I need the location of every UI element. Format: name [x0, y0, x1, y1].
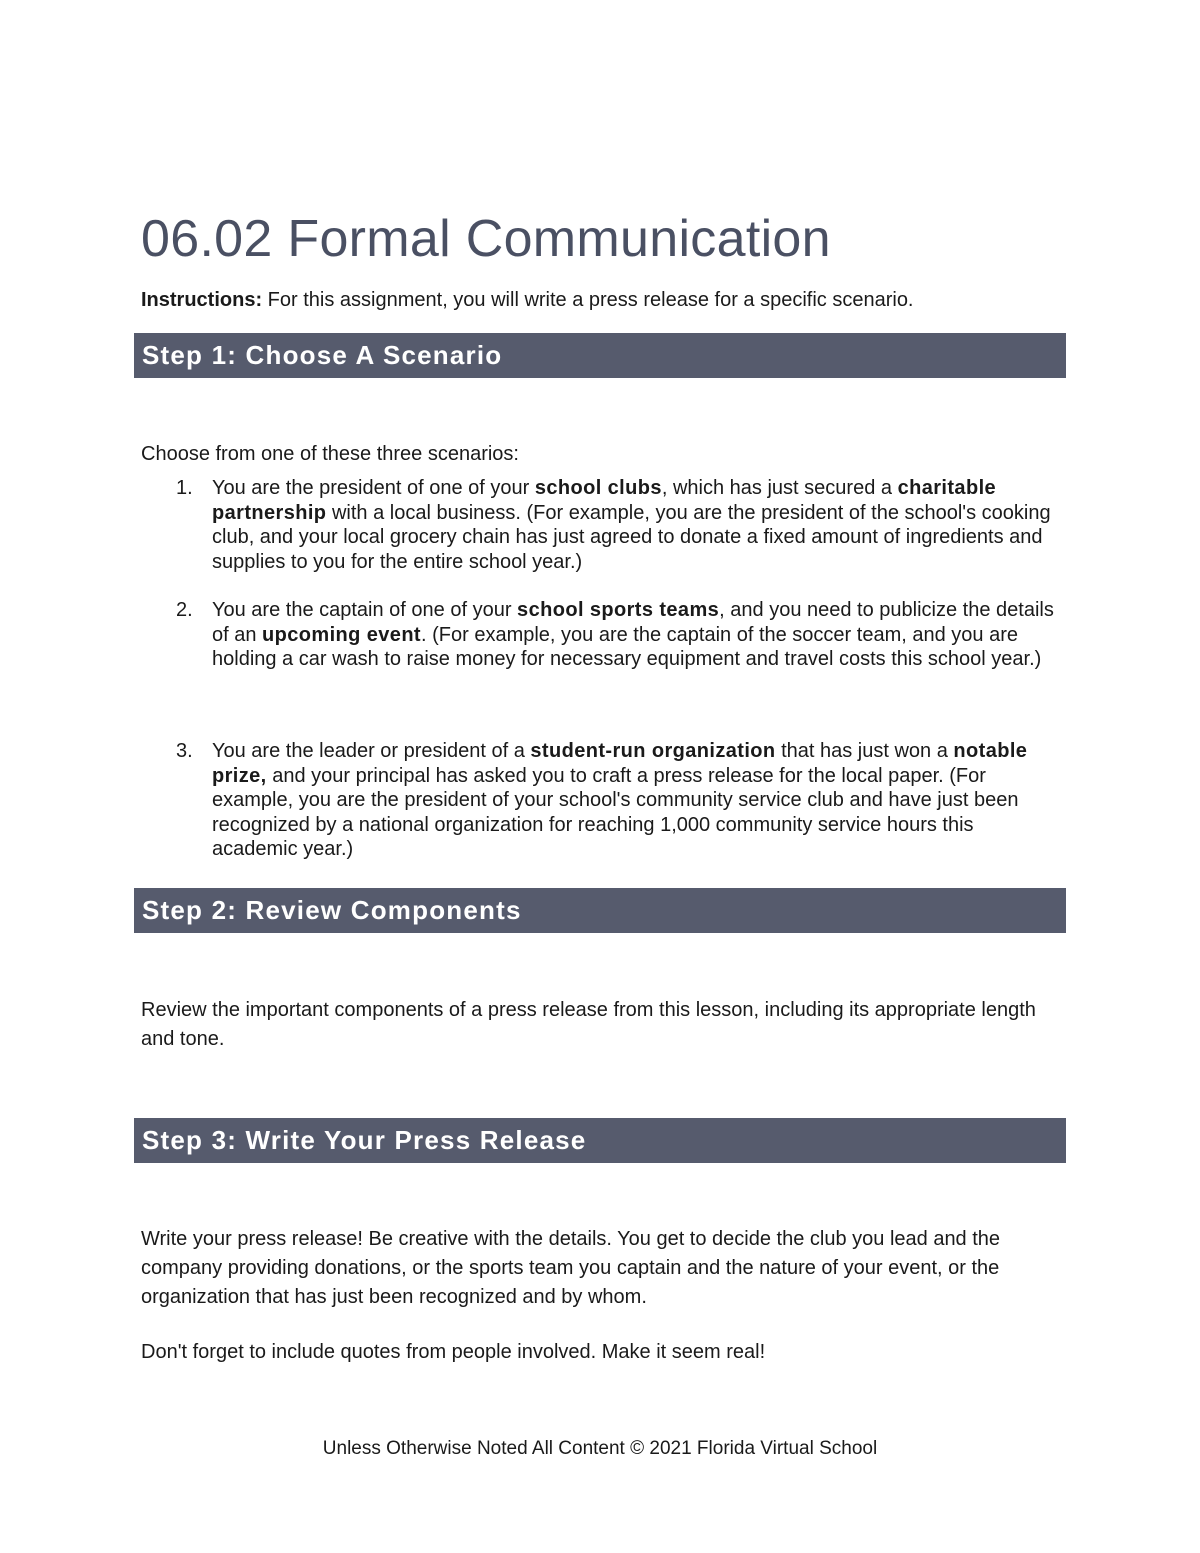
step-2-heading: Step 2: Review Components — [134, 888, 1066, 933]
review-components-text: Review the important components of a press release from this lesson, including its appropriate length and tone. — [141, 999, 1036, 1050]
scenario-item-3 — [141, 739, 1061, 862]
instructions — [141, 287, 914, 313]
copyright-footer: Unless Otherwise Noted All Content © 2021 Florida Virtual School — [322, 1438, 878, 1459]
page-title: 06.02 Formal Communication — [141, 210, 831, 268]
scenario-item-1 — [141, 476, 1061, 574]
write-press-release-text: Write your press release! Be creative with the details. You get to decide the club you lead and the company providing donations, or the sports team you captain and the nature of your event, or the organization that has just been recognized and by whom. — [141, 1228, 1001, 1308]
scenario-intro: Choose from one of these three scenarios: — [141, 443, 519, 465]
scenario-text: You are the leader or president of a student-run organization that has just won a notable prize, and your principal has asked you to craft a press release for the local paper. (For example, you are the president of your school's community service club and have just been recognized by a national organization for reaching 1,000 community service hours this academic year.) — [212, 740, 1028, 861]
step-3-heading: Step 3: Write Your Press Release — [134, 1118, 1066, 1163]
step-1-heading: Step 1: Choose A Scenario — [134, 333, 1066, 378]
scenario-number: 2. — [176, 599, 193, 621]
quotes-reminder: Don't forget to include quotes from people involved. Make it seem real! — [141, 1341, 766, 1363]
scenario-text: You are the captain of one of your school sports teams, and you need to publicize the details of an upcoming event. (For example, you are the captain of the soccer team, and you are holding a car wash to raise money for necessary equipment and travel costs this school year.) — [212, 599, 1054, 671]
scenario-text: You are the president of one of your school clubs, which has just secured a charitable partnership with a local business. (For example, you are the president of the school's cooking club, and your local grocery chain has just agreed to donate a fixed amount of ingredients and supplies to you for the entire school year.) — [212, 477, 1051, 573]
instructions-label: Instructions: — [141, 289, 263, 311]
scenario-item-2 — [141, 598, 1061, 672]
instructions-text: For this assignment, you will write a press release for a specific scenario. — [262, 289, 914, 311]
scenario-number: 3. — [176, 740, 193, 762]
scenario-number: 1. — [176, 477, 193, 499]
